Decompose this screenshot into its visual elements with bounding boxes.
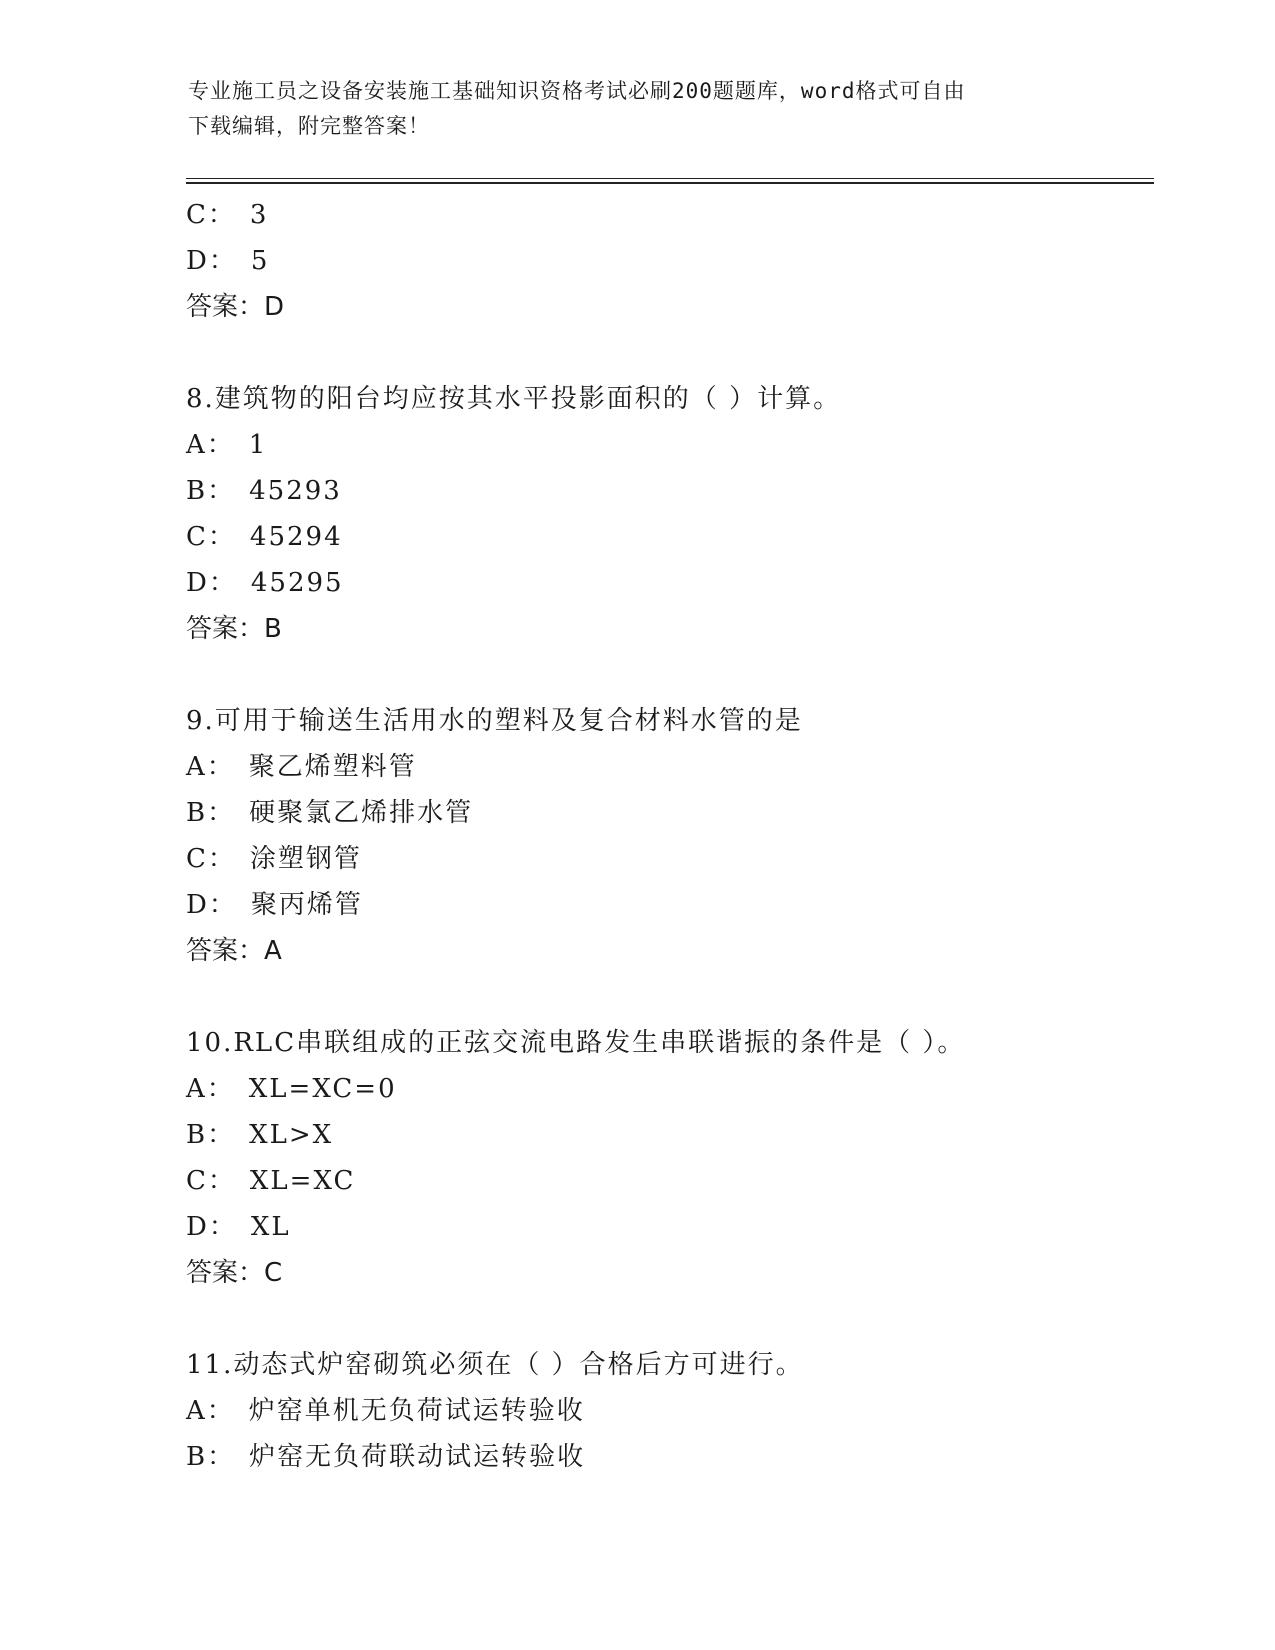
option-d: [186, 560, 1146, 606]
option-label: C：: [186, 1166, 236, 1196]
option-label: A：: [186, 752, 235, 782]
question-8: [186, 376, 1146, 652]
option-label: C：: [186, 200, 236, 230]
option-label: D：: [186, 890, 237, 920]
question-list: [186, 192, 1146, 1480]
question-9: [186, 698, 1146, 974]
header-line-2: 下载编辑，附完整答案！: [188, 114, 430, 138]
option-b: [186, 1112, 1146, 1158]
option-text: 45294: [249, 522, 343, 552]
option-label: B：: [186, 798, 236, 828]
option-text: XL>X: [249, 1120, 334, 1150]
question-stem: 8.建筑物的阳台均应按其水平投影面积的（ ）计算。: [186, 384, 842, 414]
answer-line: 答案：B: [186, 614, 282, 644]
option-a: [186, 1066, 1146, 1112]
option-label: A：: [186, 1074, 235, 1104]
option-label: C：: [186, 522, 236, 552]
question-stem: 9.可用于输送生活用水的塑料及复合材料水管的是: [186, 706, 803, 736]
option-text: 1: [248, 430, 268, 460]
option-label: B：: [186, 1442, 236, 1472]
option-text: XL=XC: [249, 1166, 356, 1196]
question-10: [186, 1020, 1146, 1296]
option-d: [186, 882, 1146, 928]
option-c: [186, 514, 1146, 560]
option-label: A：: [186, 1396, 235, 1426]
option-c: [186, 192, 1146, 238]
option-d: [186, 238, 1146, 284]
option-text: 45293: [249, 476, 342, 506]
option-text: XL=XC=0: [248, 1074, 397, 1104]
option-text: 聚丙烯管: [250, 890, 363, 920]
answer-line: 答案：A: [186, 936, 282, 966]
answer-line: 答案：C: [186, 1258, 283, 1288]
option-label: C：: [186, 844, 236, 874]
question-stem: 11.动态式炉窑砌筑必须在（ ）合格后方可进行。: [186, 1350, 804, 1380]
option-text: 硬聚氯乙烯排水管: [249, 798, 474, 828]
option-label: D：: [186, 1212, 237, 1242]
option-label: D：: [186, 568, 237, 598]
option-label: D：: [186, 246, 237, 276]
option-text: 3: [249, 200, 269, 230]
option-text: 聚乙烯塑料管: [248, 752, 417, 782]
option-text: 45295: [250, 568, 344, 598]
option-a: [186, 744, 1146, 790]
option-label: B：: [186, 1120, 236, 1150]
option-text: 涂塑钢管: [249, 844, 362, 874]
option-a: [186, 422, 1146, 468]
option-text: 炉窑单机无负荷试运转验收: [248, 1396, 585, 1426]
option-text: 炉窑无负荷联动试运转验收: [249, 1442, 586, 1472]
option-c: [186, 1158, 1146, 1204]
option-b: [186, 468, 1146, 514]
answer-line: 答案：D: [186, 292, 285, 322]
option-b: [186, 1434, 1146, 1480]
header-divider-thick: [186, 182, 1154, 184]
header-divider-thin: [186, 178, 1154, 179]
header-line-1: 专业施工员之设备安装施工基础知识资格考试必刷200题题库，word格式可自由: [188, 79, 966, 103]
option-label: B：: [186, 476, 236, 506]
question-7-tail: [186, 192, 1146, 330]
option-label: A：: [186, 430, 235, 460]
document-header: [188, 74, 1088, 144]
option-text: XL: [250, 1212, 291, 1242]
question-11: [186, 1342, 1146, 1480]
option-c: [186, 836, 1146, 882]
option-d: [186, 1204, 1146, 1250]
option-text: 5: [250, 246, 270, 276]
option-b: [186, 790, 1146, 836]
question-stem: 10.RLC串联组成的正弦交流电路发生串联谐振的条件是（ ）。: [186, 1028, 966, 1058]
option-a: [186, 1388, 1146, 1434]
